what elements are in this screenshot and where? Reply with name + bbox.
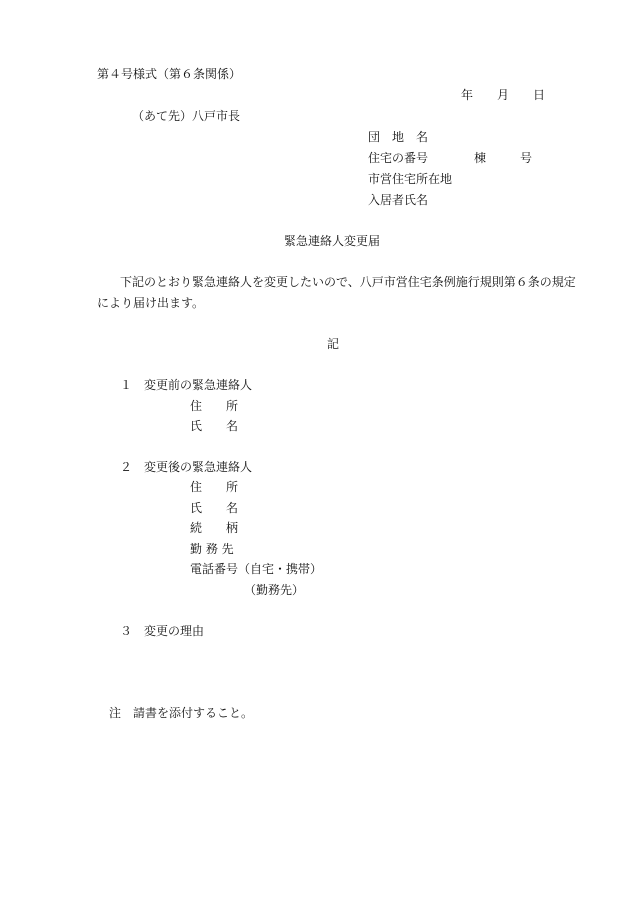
document-title: 緊急連絡人変更届 <box>284 234 381 248</box>
section-1-heading: １ 変更前の緊急連絡人 <box>120 378 253 392</box>
ki-heading: 記 <box>327 337 340 351</box>
resident-name-label: 入居者氏名 <box>368 193 429 207</box>
addressee: （あて先）八戸市長 <box>132 109 241 123</box>
section-1-address-label: 住 所 <box>190 399 239 413</box>
section-2-address-label: 住 所 <box>190 480 239 494</box>
section-2-workplace-label: 勤 務 先 <box>190 542 234 556</box>
section-2-relation-label: 続 柄 <box>190 521 239 535</box>
complex-name-label: 団 地 名 <box>368 130 429 144</box>
form-number: 第４号様式（第６条関係） <box>97 67 242 81</box>
body-line-1: 下記のとおり緊急連絡人を変更したいので、八戸市営住宅条例施行規則第６条の規定 <box>120 275 576 289</box>
section-2-heading: ２ 変更後の緊急連絡人 <box>120 460 253 474</box>
section-2-phone-work-label: （勤務先） <box>244 583 305 597</box>
body-line-2: により届け出ます。 <box>97 296 205 310</box>
section-1-name-label: 氏 名 <box>190 419 239 433</box>
room-label: 号 <box>520 151 533 165</box>
section-2-name-label: 氏 名 <box>190 501 239 515</box>
note: 注 請書を添付すること。 <box>109 706 254 720</box>
building-label: 棟 <box>474 151 487 165</box>
unit-number-label: 住宅の番号 <box>368 151 429 165</box>
location-label: 市営住宅所在地 <box>368 172 453 186</box>
section-2-phone-label: 電話番号（自宅・携帯） <box>190 562 323 576</box>
date-line: 年 月 日 <box>461 88 546 102</box>
section-3-heading: ３ 変更の理由 <box>120 624 205 638</box>
